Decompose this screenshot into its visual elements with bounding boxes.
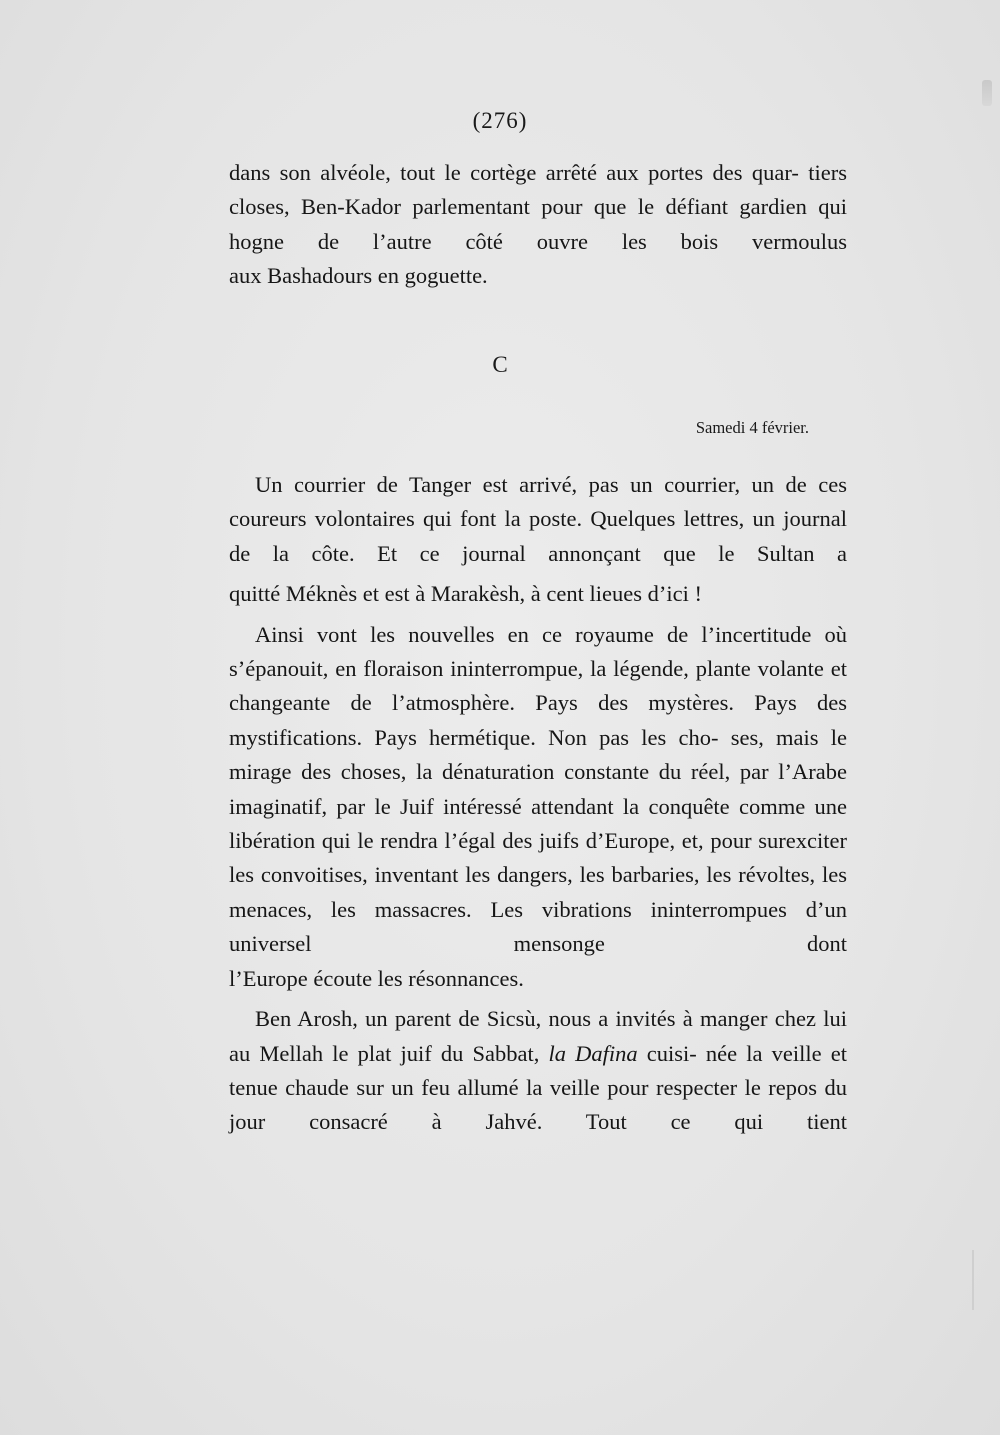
text-line: Ainsi vont les nouvelles en ce royaume de l’incertitude où <box>255 621 847 647</box>
text-line: coureurs volontaires qui font la poste. Quelques lettres, un <box>229 506 775 532</box>
dish-name-italic: la Dafina <box>548 1040 638 1066</box>
entry-body <box>229 468 847 1146</box>
text-line: ses, mais le mirage des choses, la dénaturation constante du <box>229 724 847 785</box>
text-line: aux Bashadours en goguette. <box>229 263 488 289</box>
paragraph-end <box>229 962 847 996</box>
paragraph <box>229 1002 847 1140</box>
page-edge-mark <box>982 80 992 106</box>
text-line: Ben Arosh, un parent de Sicsù, nous a invités à manger <box>255 1006 768 1032</box>
paragraph-end <box>229 577 847 611</box>
page-edge-mark <box>972 1250 974 1310</box>
text-line: volante et changeante de l’atmosphère. Pays des mystères. <box>229 656 848 716</box>
text-line: tiers closes, Ben-Kador parlementant pour que le défiant <box>229 160 848 220</box>
section-heading: C <box>492 352 508 377</box>
continuation-paragraph <box>229 156 847 294</box>
text-line: cuisi- <box>646 1040 697 1066</box>
text-line: Les vibrations ininterrompues d’un universel mensonge dont <box>229 896 847 957</box>
text-line: d’Europe, et, pour surexciter les convoitises, inventant les <box>229 828 848 888</box>
text-line: quitté Méknès et est à Marakèsh, à cent lieues d’ici ! <box>229 581 702 607</box>
paragraph <box>229 618 847 962</box>
text-line: née la veille et tenue chaude sur un feu allumé la veille pour <box>229 1040 847 1100</box>
entry-date: Samedi 4 février. <box>695 418 809 437</box>
text-line: journal de la côte. Et ce journal annonçant que le Sultan a <box>229 506 847 566</box>
text-line: réel, par l’Arabe imaginatif, par le Juif intéressé attendant la <box>229 759 848 819</box>
text-line: gardien qui hogne de l’autre côté ouvre les bois vermoulus <box>229 194 848 254</box>
text-line: l’Europe écoute les résonnances. <box>229 965 524 991</box>
text-line: s’épanouit, en floraison ininterrompue, la légende, plante <box>229 656 751 682</box>
page-number: (276) <box>472 108 528 133</box>
text-line: chez lui au Mellah le plat juif du Sabbat, <box>229 1006 848 1066</box>
text-line: respecter le repos du jour consacré à Jahvé. Tout ce qui tient <box>229 1074 847 1135</box>
text-line: conquête comme une libération qui le rendra l’égal des juifs <box>229 793 848 854</box>
text-line: dans son alvéole, tout le cortège arrêté aux portes des quar- <box>229 160 799 185</box>
text-line: dangers, les barbaries, les révoltes, les menaces, les massacres. <box>229 862 847 922</box>
paragraph <box>229 468 847 571</box>
text-line: Pays des mystifications. Pays hermétique. Non pas les cho- <box>229 690 848 750</box>
text-line: Un courrier de Tanger est arrivé, pas un courrier, un de ces <box>255 472 847 497</box>
